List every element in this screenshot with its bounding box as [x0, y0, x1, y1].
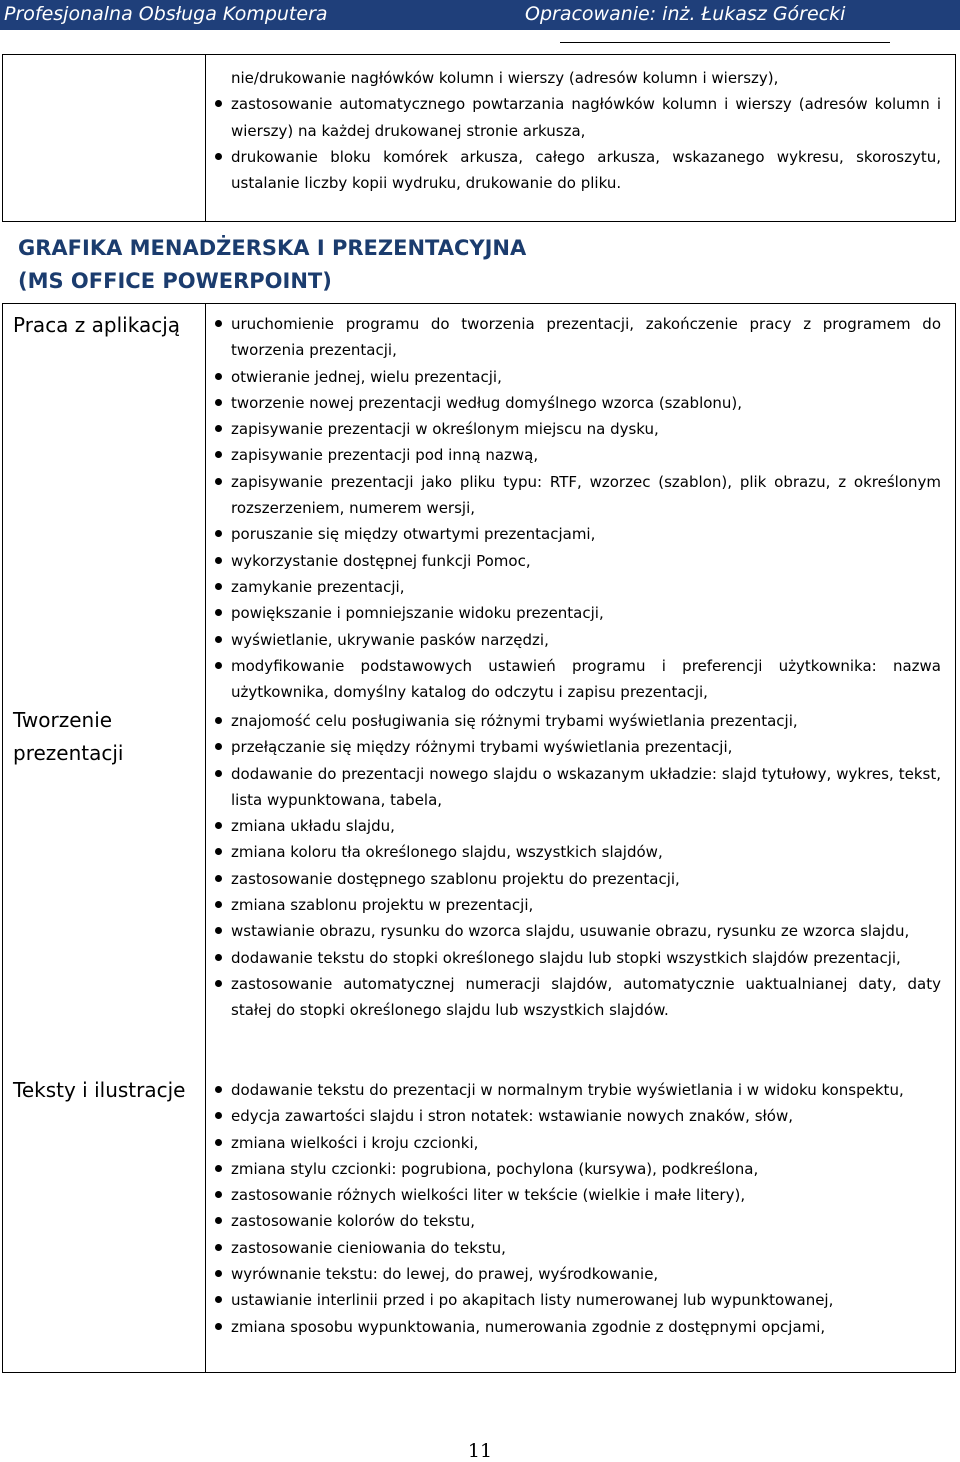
header-course-title: Profesjonalna Obsługa Komputera [4, 3, 328, 25]
list-item: ustawianie interlinii przed i po akapitach listy numerowanej lub wypunktowanej, [215, 1287, 941, 1313]
list-item: zastosowanie dostępnego szablonu projektu do prezentacji, [215, 866, 941, 892]
list-item: wstawianie obrazu, rysunku do wzorca slajdu, usuwanie obrazu, rysunku ze wzorca slajdu, [215, 918, 941, 944]
list-item: zamykanie prezentacji, [215, 574, 941, 600]
list-item: wykorzystanie dostępnej funkcji Pomoc, [215, 548, 941, 574]
list-item: tworzenie nowej prezentacji według domyślnego wzorca (szablonu), [215, 390, 941, 416]
list-item: uruchomienie programu do tworzenia prezentacji, zakończenie pracy z programem do tworzenia prezentacji, [215, 311, 941, 364]
list-item: zmiana stylu czcionki: pogrubiona, pochylona (kursywa), podkreślona, [215, 1156, 941, 1182]
table-excel-printing [2, 54, 956, 222]
row-label-teksty-i-ilustracje: Teksty i ilustracje [13, 1078, 186, 1102]
list-item: zastosowanie automatycznej numeracji slajdów, automatycznie uaktualnianej daty, daty stałej do stopki określonego slajdu lub wszystkich slajdów. [215, 971, 941, 1024]
list-item: zmiana sposobu wypunktowania, numerowania zgodnie z dostępnymi opcjami, [215, 1314, 941, 1340]
list-item: zmiana układu slajdu, [215, 813, 941, 839]
list-item: edycja zawartości slajdu i stron notatek: wstawianie nowych znaków, słów, [215, 1103, 941, 1129]
row-label-tworzenie-prezentacji: Tworzenie prezentacji [13, 708, 124, 765]
list-item: zastosowanie kolorów do tekstu, [215, 1208, 941, 1234]
list-item: wyrównanie tekstu: do lewej, do prawej, wyśrodkowanie, [215, 1261, 941, 1287]
list-item: zastosowanie cieniowania do tekstu, [215, 1235, 941, 1261]
list-item: zastosowanie różnych wielkości liter w tekście (wielkie i małe litery), [215, 1182, 941, 1208]
list-item: drukowanie bloku komórek arkusza, całego arkusza, wskazanego wykresu, skoroszytu, ustalanie liczby kopii wydruku, drukowanie do pliku. [215, 144, 941, 197]
list-item: wyświetlanie, ukrywanie pasków narzędzi, [215, 627, 941, 653]
list-item: dodawanie tekstu do prezentacji w normalnym trybie wyświetlania i w widoku konspektu, [215, 1077, 941, 1103]
list-item: znajomość celu posługiwania się różnymi trybami wyświetlania prezentacji, [215, 708, 941, 734]
list-item: zmiana szablonu projektu w prezentacji, [215, 892, 941, 918]
bullet-list-printing [215, 65, 941, 196]
bullet-list-teksty-i-ilustracje [215, 1077, 941, 1340]
header-underline [560, 42, 890, 43]
section-title-line2: (MS OFFICE POWERPOINT) [18, 269, 332, 293]
list-item: zmiana koloru tła określonego slajdu, wszystkich slajdów, [215, 839, 941, 865]
page-header [0, 0, 960, 30]
list-item: zapisywanie prezentacji jako pliku typu: RTF, wzorzec (szablon), plik obrazu, z określonym rozszerzeniem, numerem wersji, [215, 469, 941, 522]
list-item: zapisywanie prezentacji pod inną nazwą, [215, 442, 941, 468]
list-item: zastosowanie automatycznego powtarzania nagłówków kolumn i wierszy (adresów kolumn i wierszy) na każdej drukowanej stronie arkusza, [215, 91, 941, 144]
column-divider [205, 304, 206, 1372]
list-item: dodawanie do prezentacji nowego slajdu o wskazanym układzie: slajd tytułowy, wykres, tekst, lista wypunktowana, tabela, [215, 761, 941, 814]
table-powerpoint-skills [2, 303, 956, 1373]
list-item: poruszanie się między otwartymi prezentacjami, [215, 521, 941, 547]
section-title-line1: GRAFIKA MENADŻERSKA I PREZENTACYJNA [18, 236, 527, 260]
list-item: nie/drukowanie nagłówków kolumn i wierszy (adresów kolumn i wierszy), [231, 69, 779, 87]
list-item: powiększanie i pomniejszanie widoku prezentacji, [215, 600, 941, 626]
page-number: 11 [467, 1440, 493, 1462]
row-label-praca-z-aplikacja: Praca z aplikacją [13, 313, 181, 337]
bullet-list-praca-z-aplikacja [215, 311, 941, 705]
list-item: zmiana wielkości i kroju czcionki, [215, 1130, 941, 1156]
header-author: Opracowanie: inż. Łukasz Górecki [525, 3, 846, 25]
list-item: otwieranie jednej, wielu prezentacji, [215, 364, 941, 390]
list-item: modyfikowanie podstawowych ustawień programu i preferencji użytkownika: nazwa użytkownika, domyślny katalog do odczytu i zapisu prezentacji, [215, 653, 941, 706]
list-item: dodawanie tekstu do stopki określonego slajdu lub stopki wszystkich slajdów prezentacji, [215, 945, 941, 971]
section-title [18, 232, 526, 298]
bullet-list-tworzenie-prezentacji [215, 708, 941, 1024]
list-item: przełączanie się między różnymi trybami wyświetlania prezentacji, [215, 734, 941, 760]
list-item: zapisywanie prezentacji w określonym miejscu na dysku, [215, 416, 941, 442]
column-divider [205, 55, 206, 221]
